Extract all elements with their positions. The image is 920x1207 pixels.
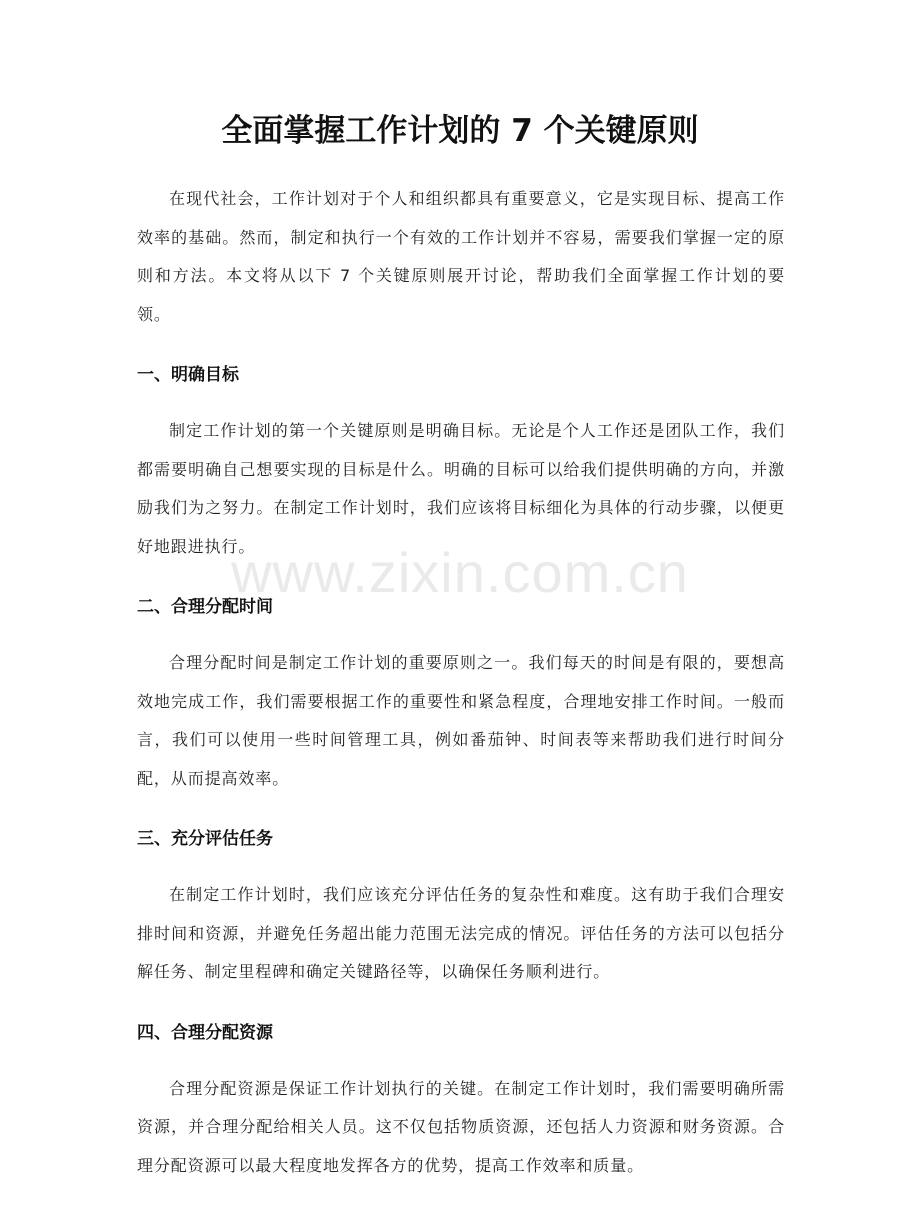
section-paragraph-4: 合理分配资源是保证工作计划执行的关键。在制定工作计划时，我们需要明确所需资源，并合理分配给相关人员。这不仅包括物质资源，还包括人力资源和财务资源。合理分配资源可以最大程度地发挥各方的优势，提高工作效率和质量。: [137, 1078, 785, 1175]
section-paragraph-1: 制定工作计划的第一个关键原则是明确目标。无论是个人工作还是团队工作，我们都需要明确自己想要实现的目标是什么。明确的目标可以给我们提供明确的方向，并激励我们为之努力。在制定工作计划时，我们应该将目标细化为具体的行动步骤，以便更好地跟进执行。: [137, 421, 785, 556]
section-paragraph-2: 合理分配时间是制定工作计划的重要原则之一。我们每天的时间是有限的，要想高效地完成工作，我们需要根据工作的重要性和紧急程度，合理地安排工作时间。一般而言，我们可以使用一些时间管理工具，例如番茄钟、时间表等来帮助我们进行时间分配，从而提高效率。: [137, 653, 785, 788]
document-body: [137, 180, 785, 1207]
section-heading-4: 四、合理分配资源: [137, 1022, 273, 1043]
document-title: 全面掌握工作计划的 7 个关键原则: [221, 113, 699, 149]
section-paragraph-3: 在制定工作计划时，我们应该充分评估任务的复杂性和难度。这有助于我们合理安排时间和资源，并避免任务超出能力范围无法完成的情况。评估任务的方法可以包括分解任务、制定里程碑和确定关键路径等，以确保任务顺利进行。: [137, 885, 785, 981]
section-heading-2: 二、合理分配时间: [137, 597, 273, 617]
section-heading-3: 三、充分评估任务: [137, 829, 273, 849]
section-heading-1: 一、明确目标: [137, 365, 239, 385]
intro-paragraph: 在现代社会，工作计划对于个人和组织都具有重要意义，它是实现目标、提高工作效率的基础。然而，制定和执行一个有效的工作计划并不容易，需要我们掌握一定的原则和方法。本文将从以下 7 个关键原则展开讨论，帮助我们全面掌握工作计划的要领。: [137, 189, 785, 324]
watermark: www.zixin.com.cn: [231, 541, 689, 604]
